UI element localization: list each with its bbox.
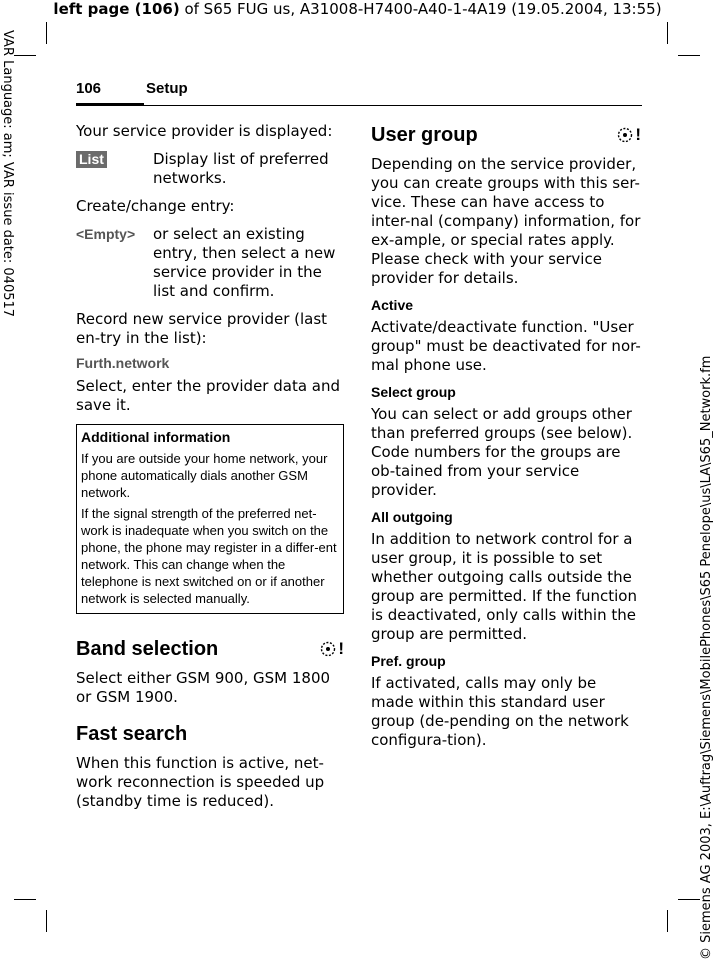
empty-entry-description: or select an existing entry, then select a new service provider in the list and confirm. bbox=[153, 225, 336, 300]
empty-option bbox=[76, 225, 344, 301]
crop-mark bbox=[46, 22, 47, 44]
user-group-heading bbox=[371, 122, 641, 148]
crop-mark bbox=[678, 899, 700, 900]
side-note-left bbox=[0, 30, 16, 330]
list-option bbox=[76, 150, 344, 188]
band-selection-text: Select either GSM 900, GSM 1800 or GSM 1900. bbox=[76, 669, 331, 706]
network-operator-icon: ! bbox=[616, 122, 641, 148]
info-box-paragraph: If you are outside your home network, your phone automatically dials another GSM network. bbox=[81, 451, 328, 500]
crop-mark bbox=[667, 910, 668, 932]
page-header bbox=[76, 80, 642, 108]
create-change-text: Create/change entry: bbox=[76, 197, 235, 215]
crop-mark bbox=[678, 55, 700, 56]
side-note-right-text: © Siemens AG 2003, E:\Auftrag\Siemens\MobilePhones\S65 Penelope\us\LA\S65_Network.fm bbox=[699, 355, 714, 960]
side-note-right bbox=[699, 355, 715, 960]
all-outgoing-text: In addition to network control for a user group, it is possible to set whether outgoing calls outside the group are permitted. If the function is deactivated, only calls within the group are permitted. bbox=[371, 530, 637, 643]
furth-network-description: Select, enter the provider data and save it. bbox=[76, 377, 341, 414]
side-note-left-text: VAR Language: am; VAR issue date: 040517 bbox=[0, 30, 15, 318]
left-column bbox=[76, 122, 344, 811]
page-number: 106 bbox=[76, 80, 102, 97]
print-header-bold: left page (106) bbox=[53, 0, 180, 18]
furth-network-label: Furth.network bbox=[76, 355, 170, 371]
fast-search-text: When this function is active, net-work reconnection is speeded up (standby time is reduced). bbox=[76, 754, 325, 810]
header-rule-thin bbox=[144, 105, 642, 106]
active-text: Activate/deactivate function. "User group" must be deactivated for nor-mal phone use. bbox=[371, 318, 641, 374]
print-header-line bbox=[0, 0, 715, 18]
pref-group-label: Pref. group bbox=[371, 653, 446, 669]
network-operator-icon-graphic bbox=[616, 126, 634, 144]
info-box-title: Additional information bbox=[81, 429, 231, 445]
additional-info-box bbox=[76, 424, 344, 614]
crop-mark bbox=[667, 22, 668, 44]
fast-search-title: Fast search bbox=[76, 723, 188, 745]
list-softkey: List bbox=[76, 151, 107, 168]
select-group-label: Select group bbox=[371, 384, 456, 400]
user-group-intro: Depending on the service provider, you can create groups with this ser-vice. These can have access to inter-nal (company) information, for ex-ample, or special rates apply. Please check with your service provider for details. bbox=[371, 155, 641, 287]
fast-search-heading bbox=[76, 721, 344, 747]
user-group-title: User group bbox=[371, 124, 478, 146]
pref-group-text: If activated, calls may only be made within this standard user group (de-pending on the network configura-tion). bbox=[371, 674, 629, 749]
select-group-text: You can select or add groups other than preferred groups (see below). Code numbers for the groups are ob-tained from your service provider. bbox=[371, 405, 633, 499]
record-provider-text: Record new service provider (last en-try in the list): bbox=[76, 310, 328, 347]
provider-intro: Your service provider is displayed: bbox=[76, 122, 333, 140]
info-box-paragraph: If the signal strength of the preferred net-work is inadequate when you switch on the phone, the phone may register in a differ-ent network. This can change when the telephone is next switched on or if another network is selected manually. bbox=[81, 506, 337, 606]
print-header-rest: of S65 FUG us, A31008-H7400-A40-1-4A19 (19.05.2004, 13:55) bbox=[179, 0, 662, 18]
network-operator-icon-graphic bbox=[319, 640, 337, 658]
all-outgoing-label: All outgoing bbox=[371, 509, 453, 525]
crop-mark bbox=[46, 910, 47, 932]
crop-mark bbox=[14, 55, 36, 56]
list-description: Display list of preferred networks. bbox=[153, 150, 329, 187]
right-column bbox=[371, 122, 641, 750]
crop-mark bbox=[14, 899, 36, 900]
empty-entry-label: <Empty> bbox=[76, 226, 136, 242]
header-rule-thick bbox=[76, 103, 144, 106]
band-selection-title: Band selection bbox=[76, 638, 219, 660]
page-title: Setup bbox=[146, 80, 188, 97]
active-label: Active bbox=[371, 297, 414, 313]
band-selection-heading bbox=[76, 636, 344, 662]
network-operator-icon: ! bbox=[319, 636, 344, 662]
